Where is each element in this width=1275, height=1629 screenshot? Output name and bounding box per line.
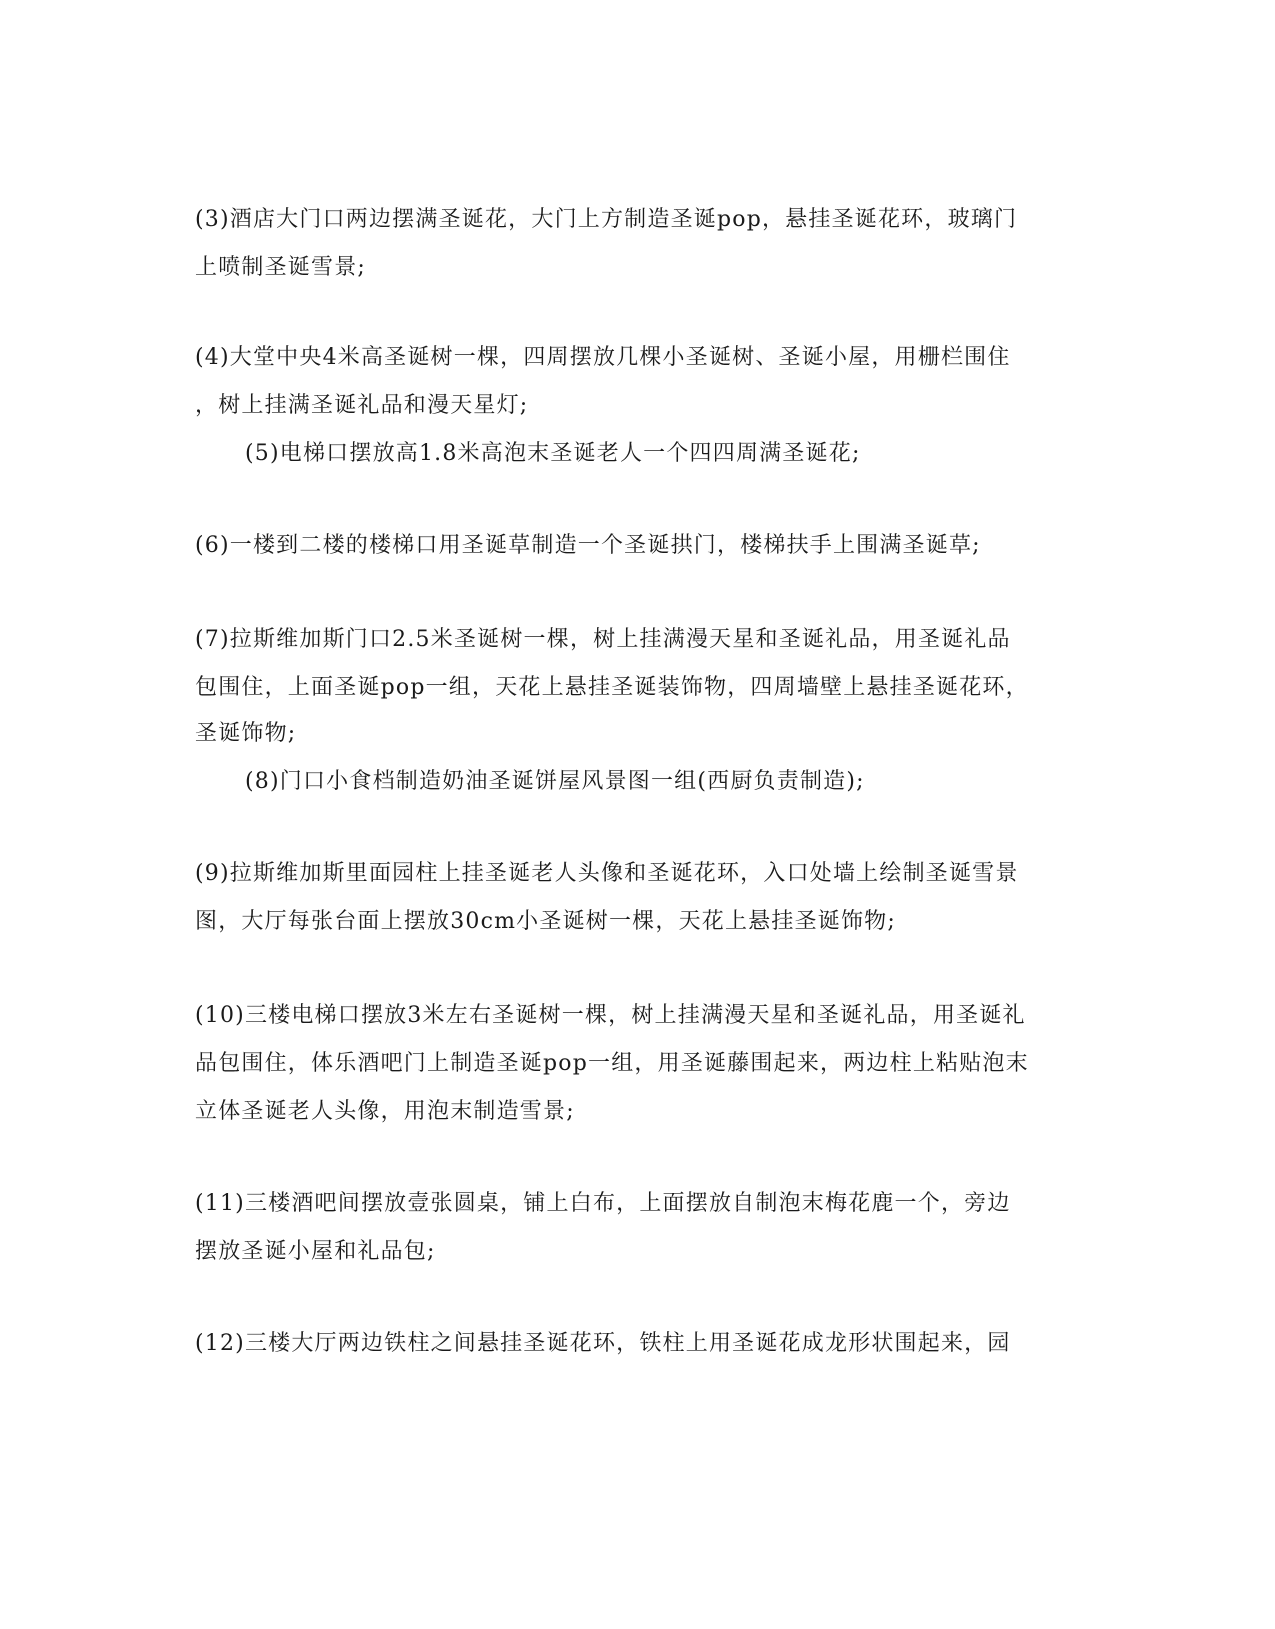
text-line-item-4-cont: ，树上挂满圣诞礼品和漫天星灯; (195, 393, 529, 418)
text-line-item-7-cont-1: 包围住，上面圣诞pop一组，天花上悬挂圣诞装饰物，四周墙壁上悬挂圣诞花环， (195, 675, 1029, 700)
text-line-item-11-cont: 摆放圣诞小屋和礼品包; (195, 1239, 436, 1264)
text-line-item-8: (8)门口小食档制造奶油圣诞饼屋风景图一组(西厨负责制造); (245, 769, 865, 794)
text-line-item-3: (3)酒店大门口两边摆满圣诞花，大门上方制造圣诞pop，悬挂圣诞花环，玻璃门 (195, 207, 1018, 232)
text-line-item-6: (6)一楼到二楼的楼梯口用圣诞草制造一个圣诞拱门，楼梯扶手上围满圣诞草; (195, 533, 981, 558)
text-line-item-10-cont-1: 品包围住，体乐酒吧门上制造圣诞pop一组，用圣诞藤围起来，两边柱上粘贴泡末 (195, 1051, 1029, 1076)
text-line-item-3-cont: 上喷制圣诞雪景; (195, 255, 367, 280)
text-line-item-12: (12)三楼大厅两边铁柱之间悬挂圣诞花环，铁柱上用圣诞花成龙形状围起来，园 (195, 1331, 1011, 1356)
text-line-item-5: (5)电梯口摆放高1.8米高泡末圣诞老人一个四四周满圣诞花; (245, 441, 861, 466)
text-line-item-9: (9)拉斯维加斯里面园柱上挂圣诞老人头像和圣诞花环，入口处墙上绘制圣诞雪景 (195, 861, 1019, 886)
text-line-item-10: (10)三楼电梯口摆放3米左右圣诞树一棵，树上挂满漫天星和圣诞礼品，用圣诞礼 (195, 1003, 1026, 1028)
text-line-item-9-cont: 图，大厅每张台面上摆放30cm小圣诞树一棵，天花上悬挂圣诞饰物; (195, 909, 896, 934)
text-line-item-7-cont-2: 圣诞饰物; (195, 721, 297, 746)
text-line-item-7: (7)拉斯维加斯门口2.5米圣诞树一棵，树上挂满漫天星和圣诞礼品，用圣诞礼品 (195, 627, 1011, 652)
text-line-item-11: (11)三楼酒吧间摆放壹张圆桌，铺上白布，上面摆放自制泡末梅花鹿一个，旁边 (195, 1191, 1011, 1216)
text-line-item-4: (4)大堂中央4米高圣诞树一棵，四周摆放几棵小圣诞树、圣诞小屋，用栅栏围住 (195, 345, 1011, 370)
text-line-item-10-cont-2: 立体圣诞老人头像，用泡末制造雪景; (195, 1099, 575, 1124)
